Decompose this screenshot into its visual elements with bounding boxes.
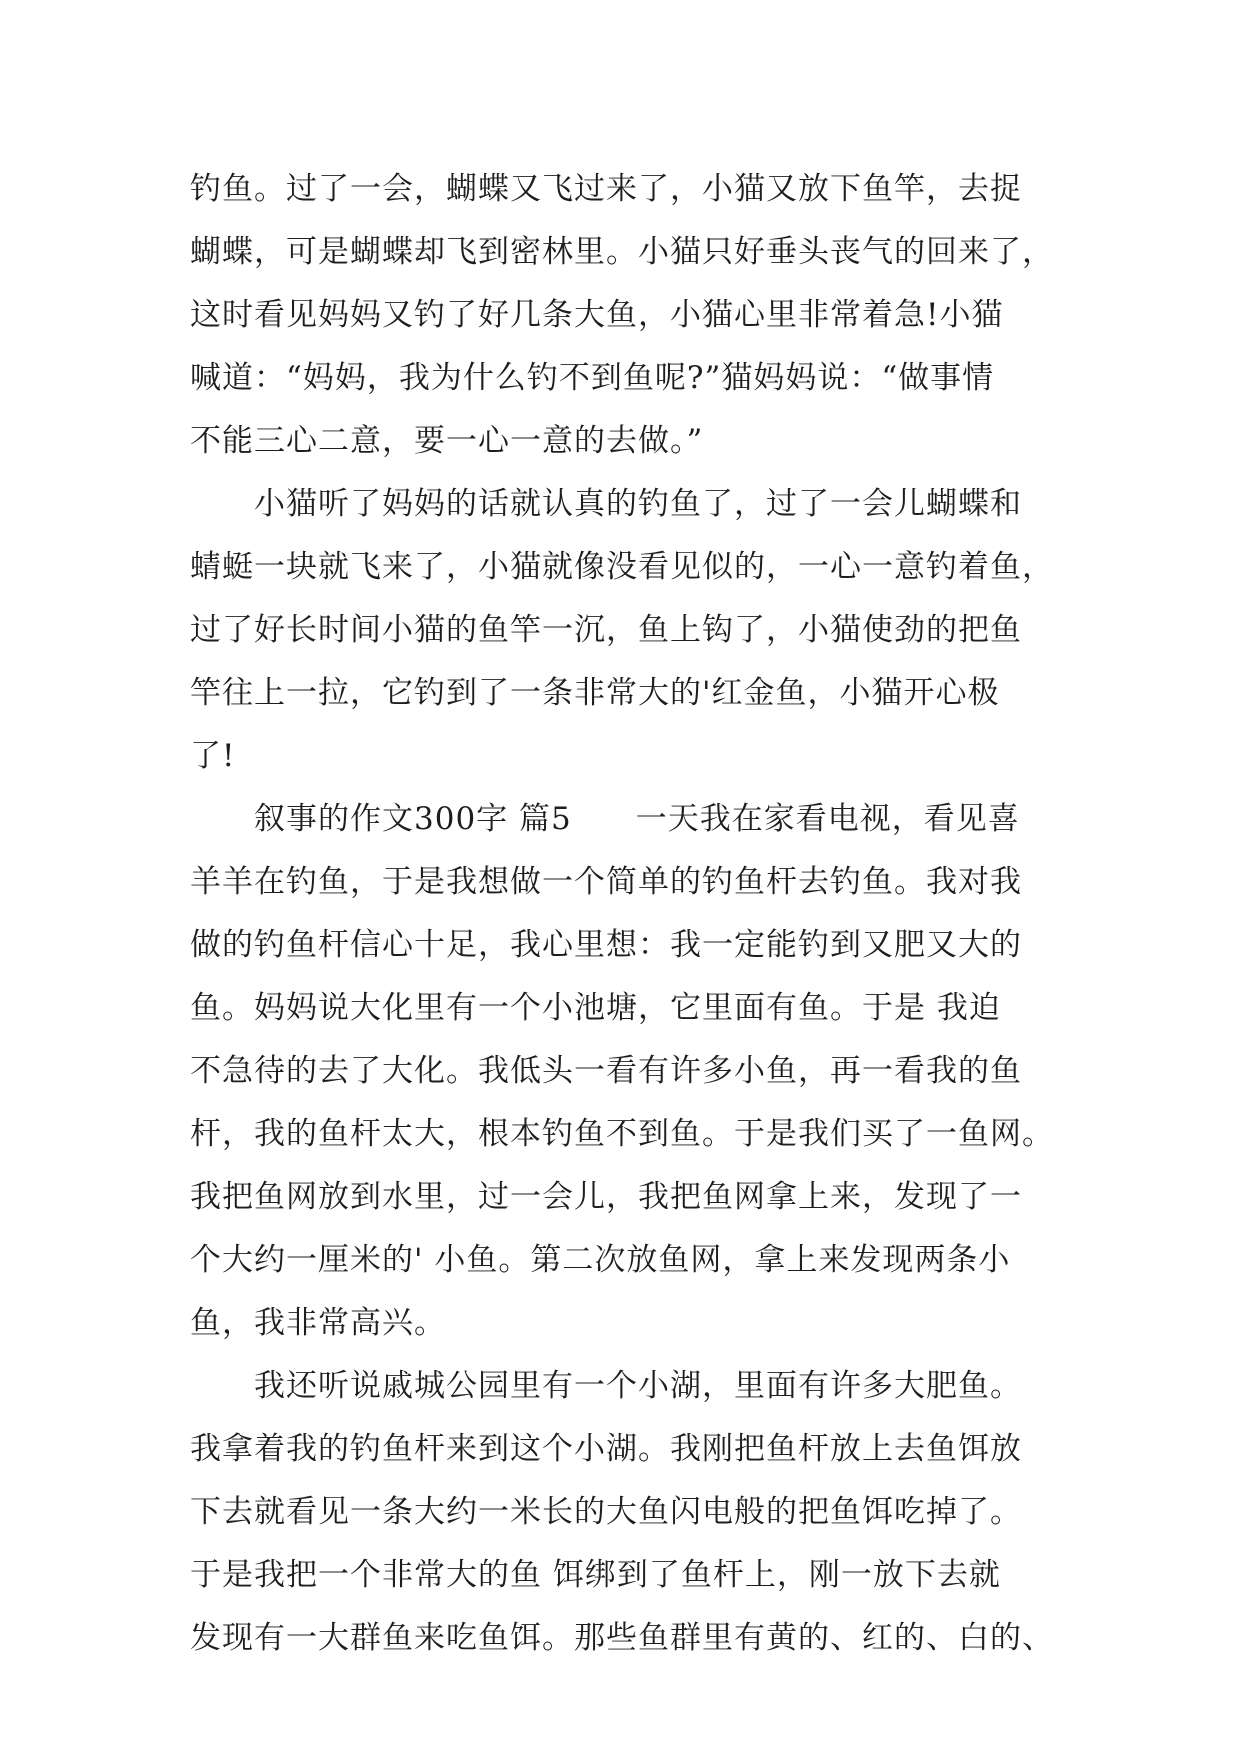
text-line: 了! (190, 738, 236, 774)
text-line: 过了好长时间小猫的鱼竿一沉，鱼上钩了，小猫使劲的把鱼 (190, 612, 1022, 648)
text-line: 我还听说戚城公园里有一个小湖，里面有许多大肥鱼。 (190, 1368, 1022, 1404)
text-line: 我把鱼网放到水里，过一会儿，我把鱼网拿上来，发现了一 (190, 1179, 1022, 1215)
text-line: 鱼，我非常高兴。 (190, 1305, 446, 1341)
text-line: 发现有一大群鱼来吃鱼饵。那些鱼群里有黄的、红的、白的、 (190, 1620, 1054, 1656)
text-line: 钓鱼。过了一会，蝴蝶又飞过来了，小猫又放下鱼竿，去捉 (190, 171, 1022, 207)
text-line: 喊道：“妈妈，我为什么钓不到鱼呢?”猫妈妈说：“做事情 (190, 360, 995, 396)
text-line: 小猫听了妈妈的话就认真的钓鱼了，过了一会儿蝴蝶和 (190, 486, 1022, 522)
text-line: 做的钓鱼杆信心十足，我心里想：我一定能钓到又肥又大的 (190, 927, 1022, 963)
text-line: 羊羊在钓鱼，于是我想做一个简单的钓鱼杆去钓鱼。我对我 (190, 864, 1022, 900)
text-line: 竿往上一拉，它钓到了一条非常大的'红金鱼，小猫开心极 (190, 675, 1000, 711)
text-line: 杆，我的鱼杆太大，根本钓鱼不到鱼。于是我们买了一鱼网。 (190, 1116, 1054, 1152)
text-line: 不急待的去了大化。我低头一看有许多小鱼，再一看我的鱼 (190, 1053, 1022, 1089)
text-line: 下去就看见一条大约一米长的大鱼闪电般的把鱼饵吃掉了。 (190, 1494, 1022, 1530)
text-line: 叙事的作文300字 篇5 一天我在家看电视，看见喜 (190, 801, 1020, 837)
text-line: 于是我把一个非常大的鱼 饵绑到了鱼杆上，刚一放下去就 (190, 1557, 1001, 1593)
text-line: 个大约一厘米的' 小鱼。第二次放鱼网，拿上来发现两条小 (190, 1242, 1011, 1278)
text-line: 不能三心二意，要一心一意的去做。” (190, 423, 704, 459)
text-line: 鱼。妈妈说大化里有一个小池塘，它里面有鱼。于是 我迫 (190, 990, 1001, 1026)
text-line: 蝴蝶，可是蝴蝶却飞到密林里。小猫只好垂头丧气的回来了， (190, 234, 1054, 270)
text-line: 这时看见妈妈又钓了好几条大鱼，小猫心里非常着急!小猫 (190, 297, 1004, 333)
text-line: 蜻蜓一块就飞来了，小猫就像没看见似的，一心一意钓着鱼， (190, 549, 1054, 585)
text-line: 我拿着我的钓鱼杆来到这个小湖。我刚把鱼杆放上去鱼饵放 (190, 1431, 1022, 1467)
document-body (190, 158, 1060, 1670)
